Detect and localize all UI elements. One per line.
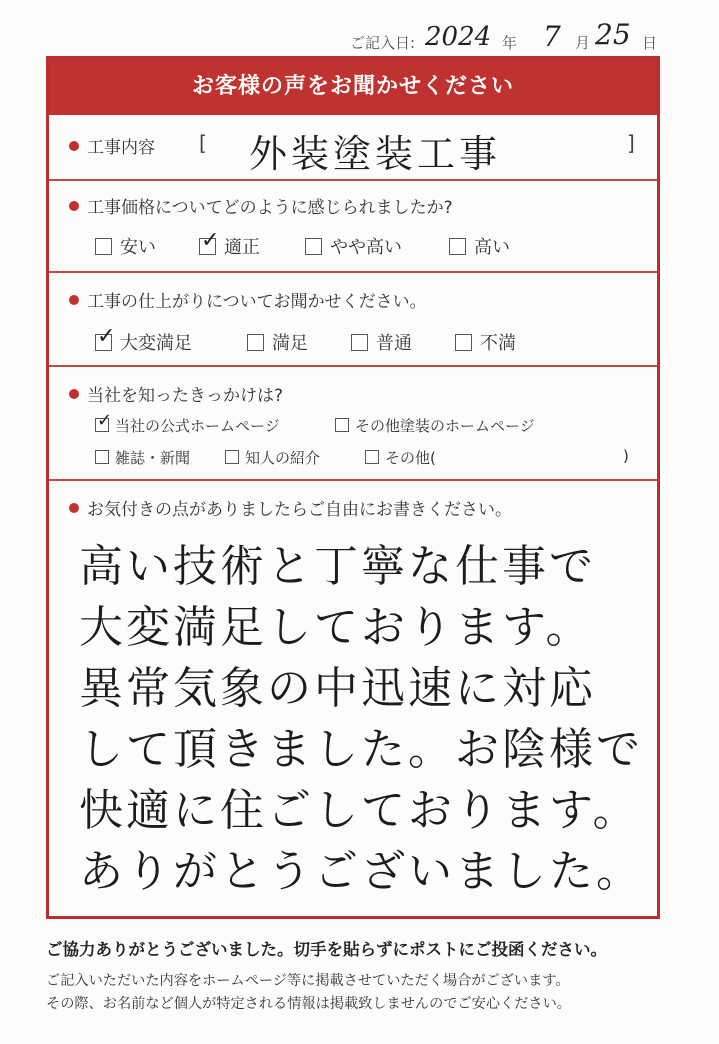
comment-line: 異常気象の中迅速に対応 <box>79 663 596 714</box>
price-question: 工事価格についてどのように感じられましたか? <box>87 198 453 218</box>
banner-title: お客様の声をお聞かせください <box>49 59 657 115</box>
source-option-official-site[interactable] <box>95 409 280 436</box>
option-label: 普通 <box>376 333 412 354</box>
date-row <box>350 18 670 58</box>
checkbox-icon[interactable] <box>225 450 239 464</box>
work-value: 外装塗装工事 <box>249 132 502 176</box>
source-other-close: ) <box>623 447 629 465</box>
option-label: やや高い <box>330 237 402 258</box>
comment-line: 高い技術と丁寧な仕事で <box>79 541 596 592</box>
work-label-row <box>69 133 155 158</box>
option-label: 適正 <box>224 237 260 258</box>
footer-note-2: その際、お名前など個人が特定される情報は掲載致しませんのでご安心ください。 <box>46 996 571 1012</box>
finish-option-satisfied[interactable] <box>247 329 308 355</box>
bullet-icon <box>69 503 79 513</box>
option-label: 知人の紹介 <box>245 449 321 467</box>
checkbox-icon[interactable] <box>449 238 466 255</box>
price-question-row <box>69 193 453 218</box>
source-section <box>49 365 657 481</box>
source-question: 当社を知ったきっかけは? <box>87 386 284 406</box>
date-day: 25 <box>595 18 631 51</box>
source-option-other-site[interactable] <box>335 415 535 436</box>
checkbox-icon[interactable] <box>305 238 322 255</box>
footer-note-1: ご記入いただいた内容をホームページ等に掲載させていただく場合がございます。 <box>46 973 570 989</box>
option-label: 当社の公式ホームページ <box>115 417 280 435</box>
footer-thanks: ご協力ありがとうございました。切手を貼らずにポストにご投函ください。 <box>46 940 607 959</box>
finish-option-very-satisfied[interactable] <box>95 323 192 355</box>
finish-section <box>49 271 657 367</box>
source-option-referral[interactable] <box>225 447 320 468</box>
checkbox-icon[interactable] <box>335 418 349 432</box>
finish-option-normal[interactable] <box>351 329 412 355</box>
comments-prompt-row <box>69 495 512 520</box>
date-label: ご記入日: <box>350 34 416 52</box>
checkbox-checked-icon[interactable] <box>95 409 113 432</box>
comment-line: ありがとうございました。 <box>79 846 643 897</box>
checkbox-icon[interactable] <box>95 238 112 255</box>
source-option-other[interactable] <box>365 447 436 468</box>
comments-handwriting <box>79 536 649 902</box>
finish-question-row <box>69 287 427 312</box>
bullet-icon <box>69 201 79 211</box>
option-label: 不満 <box>480 333 516 354</box>
bullet-icon <box>69 141 79 151</box>
price-option-high[interactable] <box>449 233 510 259</box>
option-label: 大変満足 <box>120 333 192 354</box>
price-option-cheap[interactable] <box>95 233 156 259</box>
date-year-unit: 年 <box>502 34 518 52</box>
checkbox-icon[interactable] <box>365 450 379 464</box>
work-label: 工事内容 <box>87 138 155 158</box>
option-label: 安い <box>120 237 156 258</box>
bullet-icon <box>69 295 79 305</box>
date-month: 7 <box>543 20 561 53</box>
checkbox-checked-icon[interactable] <box>95 323 116 351</box>
finish-option-dissatisfied[interactable] <box>455 329 516 355</box>
finish-question: 工事の仕上がりについてお聞かせください。 <box>87 292 427 312</box>
price-option-fair[interactable] <box>199 227 260 259</box>
date-day-unit: 日 <box>642 34 658 52</box>
option-label: 満足 <box>272 333 308 354</box>
option-label: 雑誌・新聞 <box>115 449 191 467</box>
checkbox-icon[interactable] <box>95 450 109 464</box>
work-close-bracket: ] <box>627 131 635 155</box>
work-open-bracket: [ <box>199 131 207 155</box>
option-label: その他( <box>385 449 436 467</box>
comments-section <box>49 479 657 918</box>
price-section <box>49 179 657 273</box>
price-option-slightly-high[interactable] <box>305 233 402 259</box>
work-section <box>49 115 657 175</box>
check-mark-icon: ✓ <box>97 323 116 349</box>
check-mark-icon: ✓ <box>97 409 113 431</box>
checkbox-icon[interactable] <box>247 334 264 351</box>
bullet-icon <box>69 389 79 399</box>
option-label: その他塗装のホームページ <box>355 417 535 435</box>
checkbox-icon[interactable] <box>351 334 368 351</box>
survey-card <box>46 56 660 919</box>
checkbox-icon[interactable] <box>455 334 472 351</box>
comment-line: 快適に住ごしております。 <box>79 785 640 836</box>
date-year: 2024 <box>425 22 492 52</box>
comment-line: して頂きました。お陰様で <box>79 724 643 775</box>
check-mark-icon: ✓ <box>201 227 220 253</box>
comment-line: 大変満足しております。 <box>79 602 593 653</box>
checkbox-checked-icon[interactable] <box>199 227 220 255</box>
option-label: 高い <box>474 237 510 258</box>
source-option-magazine[interactable] <box>95 447 190 468</box>
comments-prompt: お気付きの点がありましたらご自由にお書きください。 <box>87 500 512 520</box>
source-question-row <box>69 381 283 406</box>
date-month-unit: 月 <box>575 34 591 52</box>
